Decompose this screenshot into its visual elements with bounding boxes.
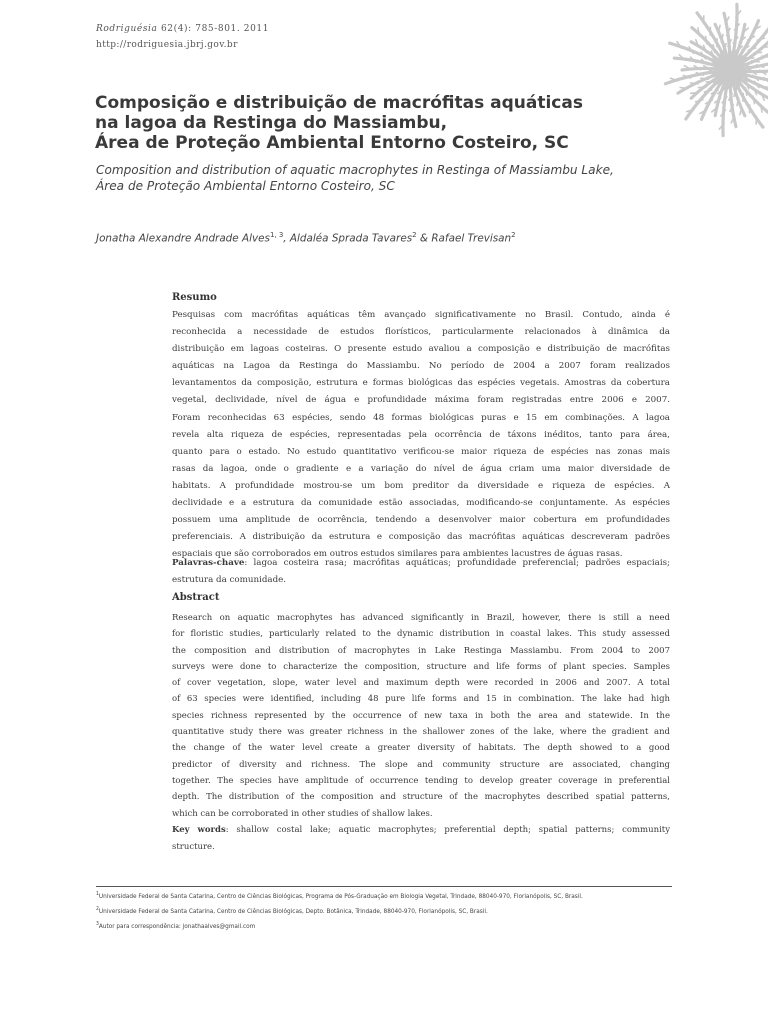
- paragraph-line: preferenciais. A distribuição da estrutura e composição das macrófitas aquáticas descreveram padrões: [172, 532, 670, 543]
- paragraph-line: of cover vegetation, slope, water level and maximum depth were recorded in 2006 and 2007. A total: [172, 678, 670, 689]
- paragraph-line: revela alta riqueza de espécies, representadas pela ocorrência de táxons inéditos, tanto para área,: [172, 429, 670, 440]
- resumo-body: [172, 307, 670, 563]
- palm-leaflet-vein: [761, 47, 768, 48]
- author-affiliation: 2: [412, 231, 417, 239]
- paragraph-line: quantitative study there was greater richness in the shallower zones of the lake, where the gradient and: [172, 727, 670, 738]
- paragraph-line: Pesquisas com macrófitas aquáticas têm avançado significativamente no Brasil. Contudo, ainda é: [172, 310, 670, 320]
- paragraph-line: aquáticas na Lagoa da Restinga do Massiambu. No período de 2004 a 2007 foram realizados: [172, 361, 670, 372]
- journal-name: Rodriguésia: [96, 24, 158, 34]
- footnote-text: Autor para correspondência: jonathaalves@gmail.com: [98, 922, 256, 931]
- journal-citation: [96, 24, 269, 34]
- paragraph-line: depth. The distribution of the composition and structure of the macrophytes described spatial patterns,: [172, 792, 670, 803]
- footnote: [96, 906, 488, 915]
- footnote: [96, 891, 583, 900]
- paragraph-line: distribuição em lagoas costeiras. O presente estudo avaliou a composição e distribuição de macrófitas: [172, 344, 670, 355]
- title-line: na lagoa da Restinga do Massiambu,: [95, 113, 448, 133]
- paragraph-line: the composition and distribution of macrophytes in Lake Restinga Massiambu. From 2004 to 2007: [172, 645, 670, 656]
- paragraph-line: Research on aquatic macrophytes has advanced significantly in Brazil, however, there is still a need: [172, 613, 670, 623]
- paragraph-line: habitats. A profundidade mostrou-se um bom preditor da diversidade e riqueza de espécies. A: [172, 480, 670, 491]
- key-words: [172, 822, 670, 855]
- palm-leaflet-vein: [745, 87, 747, 96]
- palm-leaflet-vein: [753, 52, 762, 53]
- palm-leaflet-vein: [746, 58, 755, 59]
- keywords-line: [172, 555, 670, 572]
- footnote-text: Universidade Federal de Santa Catarina, Centro de Ciências Biológicas, Programa de Pós-Graduação em Biologia Vegetal, Trindade, 88040-970, Florianópolis, SC, Brasil.: [98, 892, 583, 901]
- paragraph-line: rasas da lagoa, onde o gradiente e a variação do nível de água criam uma maior diversidade de: [172, 463, 670, 474]
- footnote-divider: [96, 886, 672, 887]
- title-line: Composição e distribuição de macrófitas aquáticas: [95, 93, 583, 113]
- palm-center: [724, 64, 736, 76]
- article-title-english: [96, 162, 656, 194]
- paragraph-line: vegetal, declividade, nível de água e profundidade máxima foram registradas entre 2006 e 2007.: [172, 395, 670, 406]
- author-name: Aldaléa Sprada Tavares: [289, 232, 413, 245]
- paragraph-line: predictor of diversity and richness. The slope and community structure are associated, changing: [172, 759, 670, 770]
- paragraph-line: together. The species have amplitude of occurrence tending to develop greater coverage in preferential: [172, 775, 670, 786]
- journal-volume: 62(4): 785-801. 2011: [160, 24, 270, 34]
- keywords-label: Key words: [172, 825, 226, 835]
- keywords-text: : shallow costal lake; aquatic macrophytes; preferential depth; spatial patterns; community: [225, 825, 671, 835]
- abstract-body: [172, 610, 670, 822]
- paragraph-line: declividade e a estrutura da comunidade estão associadas, modificando-se conjuntamente. As espécies: [172, 498, 670, 509]
- palm-leaflet-vein: [698, 87, 707, 88]
- paragraph-line: surveys were done to characterize the composition, structure and life forms of plant species. Samples: [172, 661, 670, 672]
- footnote-text: Universidade Federal de Santa Catarina, Centro de Ciências Biológicas, Depto. Botânica, Trindade, 88040-970, Florianópolis, SC, Brasil.: [98, 907, 488, 916]
- keywords-line: estrutura da comunidade.: [172, 575, 287, 585]
- subtitle-line: Área de Proteção Ambiental Entorno Costeiro, SC: [96, 179, 395, 193]
- footnote: [96, 921, 255, 930]
- footnote-marker: 2: [96, 906, 99, 912]
- journal-url[interactable]: http://rodriguesia.jbrj.gov.br: [96, 40, 238, 50]
- title-line: Área de Proteção Ambiental Entorno Costeiro, SC: [95, 133, 569, 153]
- paragraph-line: for floristic studies, particularly related to the dynamic distribution in coastal lakes. This study assessed: [172, 629, 670, 640]
- paragraph-line: Foram reconhecidas 63 espécies, sendo 48 formas biológicas puras e 15 em combinações. A lagoa: [172, 412, 670, 423]
- author-separator: ,: [283, 232, 290, 245]
- palm-leaflet-vein: [713, 44, 715, 53]
- paragraph-line: levantamentos da composição, estrutura e formas biológicas das espécies vegetais. Amostras da cobertura: [172, 378, 670, 389]
- author-affiliation: 2: [511, 231, 516, 239]
- footnote-marker: 1: [96, 891, 99, 897]
- paragraph-line: the change of the water level create a greater diversity of habitats. The depth showed to a good: [172, 743, 670, 754]
- author-name: Jonatha Alexandre Andrade Alves: [96, 232, 270, 245]
- paragraph-line: quanto para o estado. No estudo quantitativo verificou-se maior riqueza de espécies nas zonas mais: [172, 446, 670, 457]
- keywords-label: Palavras-chave: [172, 558, 245, 568]
- author-name: Rafael Trevisan: [431, 232, 512, 245]
- paragraph-line: of 63 species were identified, including 48 pure life forms and 15 in combination. The lake had high: [172, 694, 670, 705]
- abstract-heading: Abstract: [172, 592, 220, 603]
- paragraph-line: species richness represented by the occurrence of new taxa in both the area and statewide. In the: [172, 710, 670, 721]
- paragraph-line: which can be corroborated in other studies of shallow lakes.: [172, 808, 433, 819]
- keywords-text: : lagoa costeira rasa; macrófitas aquáticas; profundidade preferencial; padrões espaciais;: [244, 558, 670, 568]
- resumo-heading: Resumo: [172, 292, 217, 303]
- palm-leaflet-vein: [705, 36, 707, 45]
- paragraph-line: espaciais que são corroborados em outros estudos similares para ambientes lacustres de águas rasas.: [172, 549, 623, 560]
- author-list: [96, 231, 696, 244]
- paragraph-line: reconhecida a necessidade de estudos florísticos, particularmente relacionados à dinâmica da: [172, 327, 670, 338]
- paragraph-line: possuem uma amplitude de ocorrência, tendendo a desenvolver maior cobertura em profundidades: [172, 515, 670, 526]
- author-separator: &: [416, 232, 432, 245]
- palavras-chave: [172, 555, 670, 589]
- keywords-line: structure.: [172, 841, 215, 852]
- article-title: [95, 93, 655, 153]
- author-affiliation: 1, 3: [269, 231, 284, 239]
- palm-leaflet-vein: [690, 93, 699, 94]
- subtitle-line: Composition and distribution of aquatic macrophytes in Restinga of Massiambu Lake,: [96, 163, 614, 177]
- palm-leaflet-vein: [753, 95, 755, 104]
- palm-leaflet-vein: [705, 81, 714, 82]
- footnote-marker: 3: [96, 921, 99, 927]
- keywords-line: [172, 822, 670, 839]
